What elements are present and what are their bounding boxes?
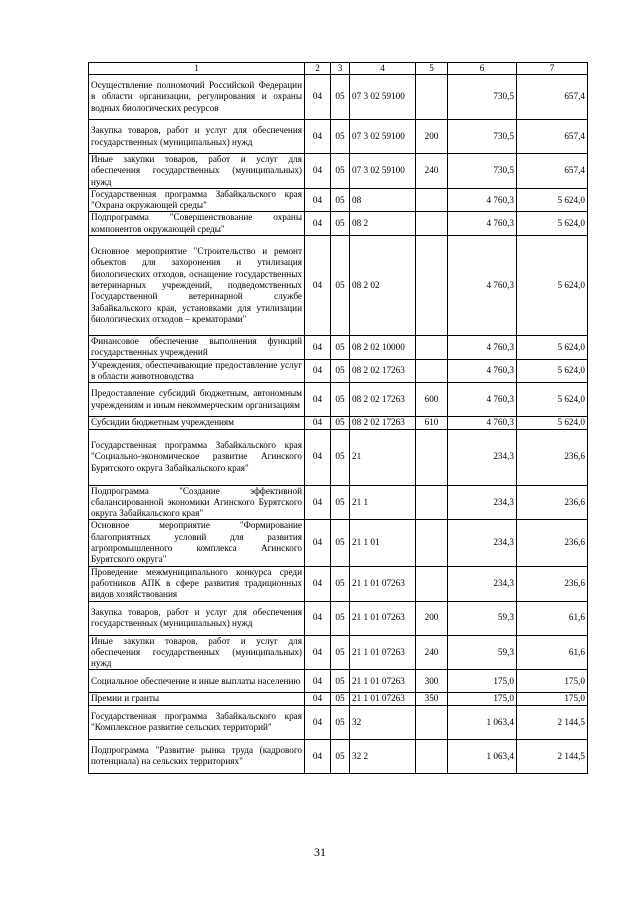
table-row — [89, 154, 588, 189]
amount-col7: 236,6 — [517, 485, 588, 520]
expense-type-code — [416, 485, 448, 520]
amount-col6: 59,3 — [448, 601, 517, 635]
subsection-code: 05 — [331, 739, 350, 773]
subsection-code: 05 — [331, 154, 350, 189]
section-code: 04 — [305, 336, 331, 360]
table-row — [89, 417, 588, 429]
row-name: Подпрограмма "Развитие рынка труда (кадрового потенциала) на сельских территориях" — [89, 739, 305, 773]
target-article-code: 21 1 — [350, 485, 416, 520]
target-article-code: 32 — [350, 705, 416, 739]
amount-col7: 175,0 — [517, 670, 588, 693]
expense-type-code: 300 — [416, 670, 448, 693]
budget-table — [88, 62, 588, 774]
amount-col7: 5 624,0 — [517, 359, 588, 383]
amount-col7: 175,0 — [517, 693, 588, 705]
row-name: Предоставление субсидий бюджетным, автономным учреждениям и иным некоммерческим организациям — [89, 383, 305, 417]
amount-col6: 1 063,4 — [448, 739, 517, 773]
row-name: Премии и гранты — [89, 693, 305, 705]
row-name: Основное мероприятие "Формирование благоприятных условий для развития агропромышленного комплекса Агинского Бурятского округа" — [89, 520, 305, 566]
target-article-code: 08 2 02 17263 — [350, 417, 416, 429]
target-article-code: 21 1 01 07263 — [350, 635, 416, 670]
table-row — [89, 359, 588, 383]
target-article-code: 08 2 02 17263 — [350, 383, 416, 417]
target-article-code: 32 2 — [350, 739, 416, 773]
subsection-code: 05 — [331, 705, 350, 739]
amount-col7: 5 624,0 — [517, 417, 588, 429]
section-code: 04 — [305, 429, 331, 485]
target-article-code: 21 1 01 07263 — [350, 566, 416, 601]
amount-col6: 59,3 — [448, 635, 517, 670]
row-name: Подпрограмма "Создание эффективной сбалансированной экономики Агинского Бурятского округа Забайкальского края" — [89, 485, 305, 520]
expense-type-code — [416, 188, 448, 212]
amount-col7: 5 624,0 — [517, 212, 588, 236]
amount-col7: 2 144,5 — [517, 705, 588, 739]
amount-col7: 61,6 — [517, 635, 588, 670]
amount-col6: 234,3 — [448, 520, 517, 566]
subsection-code: 05 — [331, 236, 350, 336]
table-row — [89, 212, 588, 236]
page-number: 31 — [314, 845, 326, 859]
amount-col6: 4 760,3 — [448, 236, 517, 336]
row-name: Государственная программа Забайкальского края "Социально-экономическое развитие Агинского Бурятского округа Забайкальского края" — [89, 429, 305, 485]
subsection-code: 05 — [331, 212, 350, 236]
table-row — [89, 566, 588, 601]
section-code: 04 — [305, 236, 331, 336]
amount-col6: 4 760,3 — [448, 359, 517, 383]
amount-col7: 5 624,0 — [517, 383, 588, 417]
target-article-code: 08 2 — [350, 212, 416, 236]
row-name: Осуществление полномочий Российской Федерации в области организации, регулирования и охраны водных биологических ресурсов — [89, 75, 305, 120]
table-row — [89, 485, 588, 520]
target-article-code: 21 1 01 07263 — [350, 601, 416, 635]
table-row — [89, 236, 588, 336]
amount-col7: 236,6 — [517, 566, 588, 601]
subsection-code: 05 — [331, 75, 350, 120]
section-code: 04 — [305, 359, 331, 383]
amount-col7: 5 624,0 — [517, 336, 588, 360]
table-row — [89, 188, 588, 212]
subsection-code: 05 — [331, 693, 350, 705]
section-code: 04 — [305, 75, 331, 120]
amount-col6: 4 760,3 — [448, 188, 517, 212]
amount-col6: 175,0 — [448, 670, 517, 693]
subsection-code: 05 — [331, 188, 350, 212]
amount-col6: 175,0 — [448, 693, 517, 705]
subsection-code: 05 — [331, 336, 350, 360]
table-row — [89, 601, 588, 635]
subsection-code: 05 — [331, 670, 350, 693]
header-cell: 4 — [350, 63, 416, 75]
row-name: Закупка товаров, работ и услуг для обеспечения государственных (муниципальных) нужд — [89, 120, 305, 154]
amount-col7: 657,4 — [517, 75, 588, 120]
expense-type-code — [416, 520, 448, 566]
section-code: 04 — [305, 383, 331, 417]
section-code: 04 — [305, 154, 331, 189]
expense-type-code — [416, 739, 448, 773]
target-article-code: 08 2 02 — [350, 236, 416, 336]
target-article-code: 07 3 02 59100 — [350, 154, 416, 189]
row-name: Учреждения, обеспечивающие предоставление услуг в области животноводства — [89, 359, 305, 383]
row-name: Субсидии бюджетным учреждениям — [89, 417, 305, 429]
subsection-code: 05 — [331, 635, 350, 670]
amount-col6: 4 760,3 — [448, 383, 517, 417]
amount-col7: 236,6 — [517, 520, 588, 566]
row-name: Иные закупки товаров, работ и услуг для обеспечения государственных (муниципальных) нужд — [89, 154, 305, 189]
target-article-code: 08 2 02 17263 — [350, 359, 416, 383]
row-name: Подпрограмма "Совершенствование охраны компонентов окружающей среды" — [89, 212, 305, 236]
expense-type-code: 200 — [416, 601, 448, 635]
expense-type-code — [416, 75, 448, 120]
expense-type-code — [416, 566, 448, 601]
target-article-code: 21 1 01 07263 — [350, 693, 416, 705]
expense-type-code — [416, 236, 448, 336]
expense-type-code — [416, 705, 448, 739]
target-article-code: 21 1 01 — [350, 520, 416, 566]
section-code: 04 — [305, 417, 331, 429]
target-article-code: 08 — [350, 188, 416, 212]
amount-col6: 730,5 — [448, 154, 517, 189]
expense-type-code: 240 — [416, 635, 448, 670]
header-cell: 3 — [331, 63, 350, 75]
expense-type-code: 610 — [416, 417, 448, 429]
row-name: Государственная программа Забайкальского края "Охрана окружающей среды" — [89, 188, 305, 212]
expense-type-code — [416, 336, 448, 360]
amount-col7: 236,6 — [517, 429, 588, 485]
amount-col6: 730,5 — [448, 120, 517, 154]
amount-col7: 2 144,5 — [517, 739, 588, 773]
section-code: 04 — [305, 705, 331, 739]
subsection-code: 05 — [331, 520, 350, 566]
amount-col7: 5 624,0 — [517, 188, 588, 212]
subsection-code: 05 — [331, 120, 350, 154]
section-code: 04 — [305, 670, 331, 693]
table-row — [89, 635, 588, 670]
table-row — [89, 739, 588, 773]
subsection-code: 05 — [331, 359, 350, 383]
subsection-code: 05 — [331, 383, 350, 417]
expense-type-code: 600 — [416, 383, 448, 417]
table-row — [89, 336, 588, 360]
table-row — [89, 120, 588, 154]
amount-col6: 1 063,4 — [448, 705, 517, 739]
header-cell: 7 — [517, 63, 588, 75]
expense-type-code — [416, 359, 448, 383]
subsection-code: 05 — [331, 566, 350, 601]
amount-col6: 4 760,3 — [448, 417, 517, 429]
expense-type-code — [416, 212, 448, 236]
header-cell: 5 — [416, 63, 448, 75]
table-row — [89, 383, 588, 417]
amount-col6: 4 760,3 — [448, 212, 517, 236]
subsection-code: 05 — [331, 429, 350, 485]
section-code: 04 — [305, 120, 331, 154]
section-code: 04 — [305, 212, 331, 236]
row-name: Иные закупки товаров, работ и услуг для обеспечения государственных (муниципальных) нужд — [89, 635, 305, 670]
amount-col6: 4 760,3 — [448, 336, 517, 360]
row-name: Финансовое обеспечение выполнения функций государственных учреждений — [89, 336, 305, 360]
amount-col6: 234,3 — [448, 429, 517, 485]
expense-type-code: 350 — [416, 693, 448, 705]
section-code: 04 — [305, 739, 331, 773]
header-row — [89, 63, 588, 75]
target-article-code: 07 3 02 59100 — [350, 120, 416, 154]
subsection-code: 05 — [331, 417, 350, 429]
table-row — [89, 520, 588, 566]
header-cell: 6 — [448, 63, 517, 75]
target-article-code: 21 1 01 07263 — [350, 670, 416, 693]
amount-col6: 234,3 — [448, 566, 517, 601]
row-name: Основное мероприятие "Строительство и ремонт объектов для захоронения и утилизация биологических отходов, оснащение государственных ветеринарных учреждений, подведомственных Государственной ветеринарной службе Забайкальского края, установками для утилизации биологических отходов – крематорами" — [89, 236, 305, 336]
table-row — [89, 429, 588, 485]
target-article-code: 07 3 02 59100 — [350, 75, 416, 120]
section-code: 04 — [305, 635, 331, 670]
table-row — [89, 670, 588, 693]
row-name: Закупка товаров, работ и услуг для обеспечения государственных (муниципальных) нужд — [89, 601, 305, 635]
row-name: Государственная программа Забайкальского края "Комплексное развитие сельских территорий" — [89, 705, 305, 739]
target-article-code: 08 2 02 10000 — [350, 336, 416, 360]
target-article-code: 21 — [350, 429, 416, 485]
expense-type-code: 240 — [416, 154, 448, 189]
section-code: 04 — [305, 485, 331, 520]
amount-col7: 5 624,0 — [517, 236, 588, 336]
section-code: 04 — [305, 601, 331, 635]
section-code: 04 — [305, 693, 331, 705]
table-row — [89, 693, 588, 705]
subsection-code: 05 — [331, 601, 350, 635]
header-cell: 2 — [305, 63, 331, 75]
header-cell: 1 — [89, 63, 305, 75]
expense-type-code — [416, 429, 448, 485]
row-name: Проведение межмуниципального конкурса среди работников АПК в сфере развития традиционных видов хозяйствования — [89, 566, 305, 601]
section-code: 04 — [305, 188, 331, 212]
table-row — [89, 705, 588, 739]
amount-col7: 657,4 — [517, 154, 588, 189]
amount-col7: 61,6 — [517, 601, 588, 635]
amount-col6: 234,3 — [448, 485, 517, 520]
section-code: 04 — [305, 566, 331, 601]
amount-col6: 730,5 — [448, 75, 517, 120]
expense-type-code: 200 — [416, 120, 448, 154]
section-code: 04 — [305, 520, 331, 566]
amount-col7: 657,4 — [517, 120, 588, 154]
table-row — [89, 75, 588, 120]
subsection-code: 05 — [331, 485, 350, 520]
row-name: Социальное обеспечение и иные выплаты населению — [89, 670, 305, 693]
